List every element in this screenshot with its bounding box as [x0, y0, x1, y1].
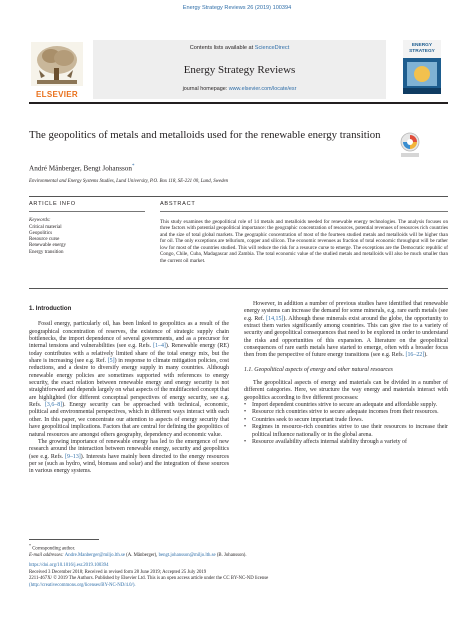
keywords-rule: [29, 211, 145, 212]
keyword-item: Renewable energy: [29, 243, 66, 249]
doi-link[interactable]: https://doi.org/10.1016/j.esr.2019.100394: [29, 563, 109, 568]
footnote-mark: *: [29, 543, 31, 548]
license-link[interactable]: (http://creativecommons.org/licenses/BY-NC-ND/4.0/).: [29, 582, 136, 588]
authors: [29, 164, 134, 172]
homepage-line: [93, 86, 386, 92]
citation-link[interactable]: [9–13]: [65, 453, 81, 460]
homepage-prefix: journal homepage:: [182, 86, 229, 92]
section-heading-1-1: 1.1. Geopolitical aspects of energy and other natural resources: [244, 366, 393, 373]
text-run: ) in response to climate mitigation policies, cost reductions, and a desire to diversify energy supply in many countries. Although renewable energy policies are sometimes supported with references to energy security, the exact relation between renewable energy and energy security is not straightforward and depends largely on what aspects of the multifaceted concept that are highlighted (for different conceptual perspectives of energy security, see e.g. Refs.: [29, 358, 229, 409]
keywords-label: Keywords:: [29, 218, 51, 223]
citation-link[interactable]: [5]: [107, 358, 115, 365]
citation-link[interactable]: [3,6–8]: [44, 402, 63, 409]
left-column: [29, 295, 229, 476]
citation-link[interactable]: [16–22]: [405, 352, 425, 359]
email-note: [29, 553, 448, 559]
corresponding-note: [29, 543, 448, 553]
list-item: • Countries seek to secure important trade flows.: [244, 417, 448, 424]
footnote-text: Corresponding author.: [31, 546, 76, 552]
text-run: However, in addition a number of previous studies have identified that renewable energy systems can increase the demand for some minerals, e.g. rare earth metals (see e.g. Ref.: [244, 301, 448, 322]
journal-header: [29, 40, 448, 99]
email-label: E-mail addresses:: [29, 552, 65, 558]
list-item: • Resource availability affects internal stability through a variety of: [244, 439, 448, 446]
elsevier-logo: [29, 40, 85, 99]
contents-line: [93, 45, 386, 51]
email-owner: (A. Månberger),: [124, 552, 159, 558]
received-dates: Received 3 December 2018; Received in revised form 28 June 2019; Accepted 25 July 2019: [29, 569, 207, 575]
keyword-item: Critical material: [29, 224, 62, 230]
text-run: ).: [424, 352, 428, 359]
abstract-rule: [160, 211, 448, 212]
text-run: Fossil energy, particularly oil, has been linked to geopolitics as a result of the geographical concentration of reserves, the existence of strategic supply chain bottlenecks, the import dependence of several governments, and as a precursor for internal tensions and vulnerabilities (see e.g. Refs.: [29, 321, 229, 350]
cover-title: ENERGY STRATEGY: [409, 43, 435, 54]
section-heading-introduction: 1. Introduction: [29, 305, 72, 312]
intro-paragraph-3: [244, 301, 448, 360]
header-rule: [29, 102, 448, 104]
keyword-item: Energy transition: [29, 249, 64, 255]
crossmark-button[interactable]: [400, 132, 420, 158]
intro-paragraph-1: [29, 321, 229, 439]
keyword-item: Geopolitics: [29, 230, 53, 236]
citation-link[interactable]: [1–4]: [153, 343, 166, 350]
text-run: ). Energy security can be approached with technical, economic, political and environmental perspectives, which in different ways interact with each other. In this paper, we concentrate our attention to aspects of energy security that have geopolitical implications. Factors that are central for defining the geopolitics of natural resources are amongst others geography, dependency and economic value.: [29, 402, 229, 438]
article-meta: [29, 563, 448, 589]
process-list: [244, 402, 448, 446]
journal-reference[interactable]: Energy Strategy Reviews 26 (2019) 100394: [182, 5, 292, 11]
article-info-heading: ARTICLE INFO: [29, 201, 76, 207]
sciencedirect-link[interactable]: ScienceDirect: [254, 45, 290, 51]
text-run: ). Interests have mainly been directed to the energy resources per se (such as hydro, wind, biomass and solar) and the integration of these sources in various energy systems.: [29, 453, 229, 475]
crossmark-icon: [400, 132, 420, 158]
journal-title: Energy Strategy Reviews: [183, 64, 296, 76]
abstract-heading: ABSTRACT: [160, 201, 196, 207]
text-run: ). Renewable energy (RE) today contributes with a relatively limited share of the total energy mix, but the share is increasing (see e.g. Ref.: [29, 343, 229, 365]
section-1-1-paragraph: The geopolitical aspects of energy and materials can be divided in a number of different categories. Here, we structure the way energy and materials interact with geopolitics according to five different processes:: [244, 380, 448, 401]
corresponding-mark[interactable]: *: [131, 164, 135, 169]
publisher-name: ELSEVIER: [36, 90, 78, 99]
keyword-item: Resource curse: [29, 237, 60, 243]
info-rule: [29, 196, 448, 197]
journal-cover: [395, 40, 448, 99]
list-item: • Resource rich countries strive to secure adequate incomes from their resources.: [244, 409, 448, 416]
footnote: [29, 543, 448, 559]
list-item: • Regimes in resource-rich countries strive to use their resources to increase their political influence nationally or in the global arena.: [244, 424, 448, 439]
contents-prefix: Contents lists available at: [189, 45, 255, 51]
author-names: André Månberger, Bengt Johansson: [29, 164, 132, 173]
abstract-text: This study examines the geopolitical role of 14 metals and metalloids needed for renewable energy technologies. The analysis focuses on three factors with potential geopolitical importance: the geographic concentration of resources, potential revenues of resources rich countries and the size of total global markets. The geographic concentration of most of the fourteen studied metals and metalloids will be higher than for oil. The only exceptions are tellurium, copper and silicon. The economic revenues as fraction of total economic throughput will be rather low for most of the countries studied. This will reduce the risk for a resource curse to emerge. The exceptions are the Democratic republic of Congo, Chile, Cuba, Madagascar and Zambia. The total economic value of the studied metals and metalloids will also be much smaller than the current oil market.: [160, 219, 448, 264]
article-title: The geopolitics of metals and metalloids used for the renewable energy transition: [29, 129, 381, 141]
intro-paragraph-2: [29, 439, 229, 476]
email-link[interactable]: bengt.johansson@miljo.lth.se: [158, 552, 216, 558]
right-column: [244, 277, 448, 446]
text-run: ). Although these minerals exist around the globe, the opportunity to extract them varies significantly among countries. This can give rise to a variety of security and geopolitical consequences that need to be explored in order to understand the risks and opportunities of this expansion. A literature on the geopolitical consequences of rare earth metals have started to emerge, often with a broader focus then from the perspective of future energy transitions (see e.g. Refs.: [244, 315, 449, 359]
text-run: The growing importance of renewable energy has led to the emergence of new research around the interaction between renewable energy, security and geopolitics (see e.g. Refs.: [29, 438, 229, 460]
journal-banner: [93, 40, 386, 99]
footnote-rule: [29, 539, 99, 540]
affiliation: Environmental and Energy Systems Studies, Lund University, P.O. Box 118, SE-221 00, Lund, Sweden: [29, 179, 229, 184]
email-owner: (B. Johansson).: [215, 552, 247, 558]
citation-link[interactable]: [14,15]: [266, 315, 284, 322]
email-link[interactable]: Andre.Manberger@miljo.lth.se: [64, 552, 125, 558]
keywords-block: [29, 211, 145, 256]
abstract-block: [160, 211, 448, 264]
list-item: • Import dependent countries strive to secure an adequate and affordable supply.: [244, 402, 448, 409]
homepage-link[interactable]: www.elsevier.com/locate/esr: [228, 86, 297, 92]
license-text: 2211-467X/ © 2019 The Authors. Published by Elsevier Ltd. This is an open access article under the CC BY-NC-ND license: [29, 576, 269, 582]
